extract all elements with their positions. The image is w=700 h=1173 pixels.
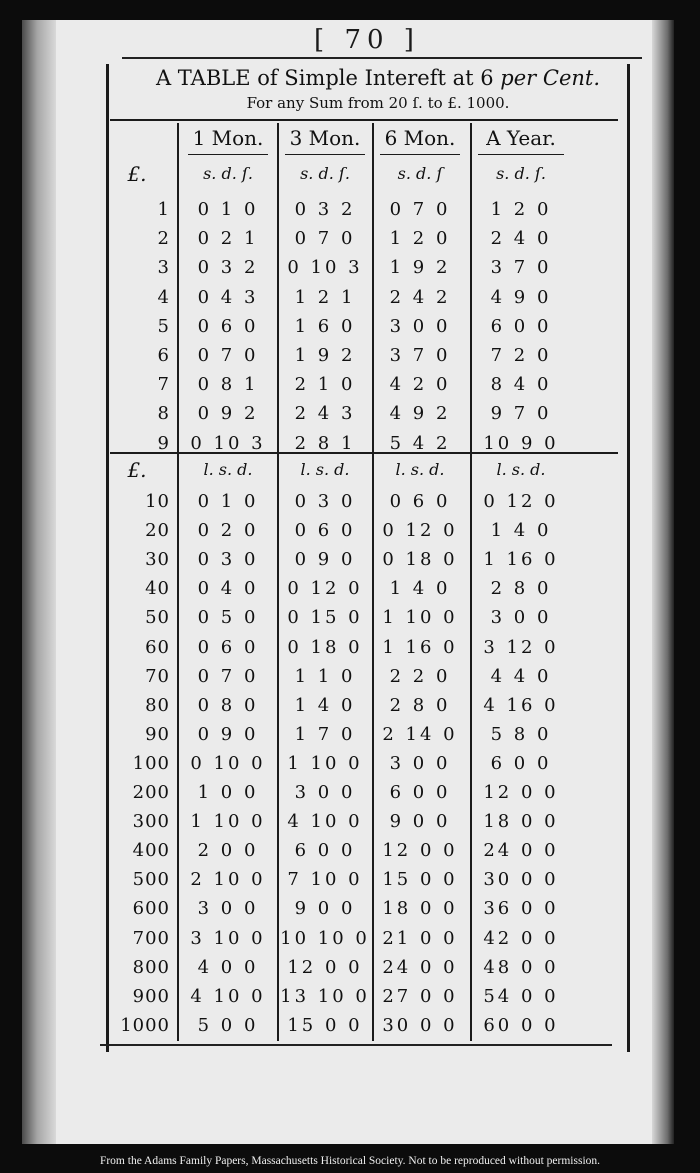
table-cell: 2 8 1 [294, 433, 356, 454]
table-cell: 2 2 0 [389, 666, 451, 687]
table-cell: 4 0 0 [197, 957, 259, 978]
table-cell: 0 7 0 [294, 228, 356, 249]
table-cell: 1 10 0 [287, 753, 363, 774]
table-row-sum: 8 [157, 403, 170, 424]
period-header: 6 Mon. [384, 126, 456, 150]
table-cell: 6 0 0 [490, 316, 552, 337]
table-cell: 0 9 0 [197, 724, 259, 745]
table-cell: 1 1 0 [294, 666, 356, 687]
period-header-rule [188, 154, 268, 155]
table-cell: 4 10 0 [287, 811, 363, 832]
table-row-sum: 500 [132, 869, 170, 890]
table-cell: 6 0 0 [294, 840, 356, 861]
table-row-sum: 7 [157, 374, 170, 395]
table-row-sum: 4 [157, 287, 170, 308]
table-row-sum: 700 [132, 928, 170, 949]
table-cell: 36 0 0 [483, 898, 559, 919]
table-cell: 3 0 0 [389, 753, 451, 774]
table-cell: 48 0 0 [483, 957, 559, 978]
table-cell: 3 0 0 [389, 316, 451, 337]
period-header-rule [285, 154, 365, 155]
table-cell: 2 4 0 [490, 228, 552, 249]
table-cell: 4 16 0 [483, 695, 559, 716]
table-row-sum: 9 [157, 433, 170, 454]
table-cell: 0 10 3 [190, 433, 266, 454]
table-cell: 2 4 3 [294, 403, 356, 424]
table-cell: 30 0 0 [483, 869, 559, 890]
table-row-sum: 50 [145, 607, 170, 628]
table-row-sum: 80 [145, 695, 170, 716]
table-cell: 30 0 0 [382, 1015, 458, 1036]
table-cell: 21 0 0 [382, 928, 458, 949]
table-cell: 3 7 0 [490, 257, 552, 278]
bottom-rule [100, 1044, 612, 1046]
table-cell: 0 9 2 [197, 403, 259, 424]
table-row-sum: 100 [132, 753, 170, 774]
period-header-rule [380, 154, 460, 155]
book-spine [22, 20, 56, 1144]
table-cell: 1 4 0 [294, 695, 356, 716]
table-row-sum: 60 [145, 637, 170, 658]
upper-unit-label: s. d. ſ. [300, 164, 350, 183]
table-cell: 18 0 0 [382, 898, 458, 919]
table-cell: 0 12 0 [483, 491, 559, 512]
table-cell: 1 10 0 [382, 607, 458, 628]
table-cell: 0 18 0 [287, 637, 363, 658]
table-cell: 4 2 0 [389, 374, 451, 395]
table-cell: 0 8 0 [197, 695, 259, 716]
table-cell: 0 5 0 [197, 607, 259, 628]
table-row-sum: 900 [132, 986, 170, 1007]
table-cell: 0 12 0 [382, 520, 458, 541]
column-rule [177, 123, 179, 1041]
table-cell: 2 8 0 [490, 578, 552, 599]
table-cell: 0 1 0 [197, 491, 259, 512]
table-cell: 60 0 0 [483, 1015, 559, 1036]
table-cell: 0 3 2 [197, 257, 259, 278]
table-cell: 1 16 0 [382, 637, 458, 658]
table-row-sum: 20 [145, 520, 170, 541]
table-row-sum: 2 [157, 228, 170, 249]
table-cell: 8 4 0 [490, 374, 552, 395]
period-header: A Year. [486, 126, 556, 150]
table-cell: 0 7 0 [389, 199, 451, 220]
lower-unit-label: l. s. d. [300, 460, 350, 479]
page-number: [ 70 ] [314, 25, 420, 55]
table-cell: 2 1 0 [294, 374, 356, 395]
table-cell: 4 4 0 [490, 666, 552, 687]
copyright-footer: From the Adams Family Papers, Massachusetts Historical Society. Not to be reproduced without permission. [99, 1155, 601, 1167]
table-cell: 24 0 0 [483, 840, 559, 861]
table-row-sum: 800 [132, 957, 170, 978]
table-cell: 0 6 0 [294, 520, 356, 541]
table-cell: 0 2 1 [197, 228, 259, 249]
page-edge-shadow [652, 20, 674, 1144]
upper-key-label: £. [127, 162, 147, 186]
table-cell: 3 0 0 [197, 898, 259, 919]
table-cell: 0 18 0 [382, 549, 458, 570]
table-cell: 10 10 0 [280, 928, 370, 949]
table-cell: 1 2 0 [389, 228, 451, 249]
period-header-rule [478, 154, 564, 155]
table-cell: 2 8 0 [389, 695, 451, 716]
table-cell: 0 10 0 [190, 753, 266, 774]
period-header: 1 Mon. [192, 126, 264, 150]
table-cell: 6 0 0 [389, 782, 451, 803]
table-cell: 3 10 0 [190, 928, 266, 949]
table-cell: 15 0 0 [382, 869, 458, 890]
table-cell: 27 0 0 [382, 986, 458, 1007]
table-cell: 0 4 3 [197, 287, 259, 308]
table-cell: 10 9 0 [483, 433, 559, 454]
table-cell: 13 10 0 [280, 986, 370, 1007]
table-cell: 0 6 0 [389, 491, 451, 512]
header-rule [122, 57, 642, 59]
table-row-sum: 1000 [120, 1015, 170, 1036]
table-cell: 1 9 2 [389, 257, 451, 278]
table-row-sum: 90 [145, 724, 170, 745]
table-cell: 1 6 0 [294, 316, 356, 337]
table-cell: 0 7 0 [197, 666, 259, 687]
table-cell: 12 0 0 [287, 957, 363, 978]
table-row-sum: 40 [145, 578, 170, 599]
table-cell: 2 10 0 [190, 869, 266, 890]
table-cell: 1 2 0 [490, 199, 552, 220]
table-cell: 0 1 0 [197, 199, 259, 220]
table-cell: 1 4 0 [490, 520, 552, 541]
table-cell: 5 8 0 [490, 724, 552, 745]
table-row-sum: 70 [145, 666, 170, 687]
table-cell: 9 0 0 [389, 811, 451, 832]
table-cell: 0 10 3 [287, 257, 363, 278]
title-text: A TABLE of Simple Intereft at 6 [155, 66, 501, 90]
table-cell: 1 7 0 [294, 724, 356, 745]
upper-unit-label: s. d. ſ. [496, 164, 546, 183]
table-cell: 4 9 2 [389, 403, 451, 424]
table-cell: 1 16 0 [483, 549, 559, 570]
table-cell: 1 10 0 [190, 811, 266, 832]
table-cell: 15 0 0 [287, 1015, 363, 1036]
upper-unit-label: s. d. ſ. [203, 164, 253, 183]
table-cell: 2 0 0 [197, 840, 259, 861]
table-subtitle: For any Sum from 20 ſ. to £. 1000. [246, 94, 510, 112]
table-cell: 0 8 1 [197, 374, 259, 395]
table-row-sum: 600 [132, 898, 170, 919]
table-cell: 12 0 0 [382, 840, 458, 861]
table-cell: 4 9 0 [490, 287, 552, 308]
table-cell: 2 4 2 [389, 287, 451, 308]
table-cell: 0 12 0 [287, 578, 363, 599]
table-cell: 1 4 0 [389, 578, 451, 599]
table-cell: 7 2 0 [490, 345, 552, 366]
table-row-sum: 6 [157, 345, 170, 366]
table-cell: 5 4 2 [389, 433, 451, 454]
lower-key-label: £. [127, 458, 147, 482]
table-cell: 0 6 0 [197, 316, 259, 337]
title-italic: per Cent. [500, 66, 601, 90]
table-cell: 9 0 0 [294, 898, 356, 919]
table-cell: 54 0 0 [483, 986, 559, 1007]
table-cell: 24 0 0 [382, 957, 458, 978]
table-cell: 18 0 0 [483, 811, 559, 832]
table-row-sum: 300 [132, 811, 170, 832]
table-cell: 0 9 0 [294, 549, 356, 570]
table-cell: 0 4 0 [197, 578, 259, 599]
period-header: 3 Mon. [289, 126, 361, 150]
table-cell: 1 0 0 [197, 782, 259, 803]
table-cell: 0 15 0 [287, 607, 363, 628]
table-cell: 0 6 0 [197, 637, 259, 658]
table-cell: 3 7 0 [389, 345, 451, 366]
table-row-sum: 5 [157, 316, 170, 337]
table-top-rule [110, 119, 618, 121]
table-cell: 0 7 0 [197, 345, 259, 366]
lower-unit-label: l. s. d. [395, 460, 445, 479]
table-cell: 3 12 0 [483, 637, 559, 658]
upper-unit-label: s. d. ſ [397, 164, 443, 183]
table-cell: 0 3 0 [294, 491, 356, 512]
table-cell: 9 7 0 [490, 403, 552, 424]
table-cell: 42 0 0 [483, 928, 559, 949]
table-cell: 2 14 0 [382, 724, 458, 745]
table-cell: 0 3 2 [294, 199, 356, 220]
table-row-sum: 30 [145, 549, 170, 570]
table-cell: 0 2 0 [197, 520, 259, 541]
lower-unit-label: l. s. d. [496, 460, 546, 479]
table-row-sum: 3 [157, 257, 170, 278]
lower-unit-label: l. s. d. [203, 460, 253, 479]
table-cell: 3 0 0 [490, 607, 552, 628]
table-row-sum: 400 [132, 840, 170, 861]
table-cell: 7 10 0 [287, 869, 363, 890]
table-cell: 5 0 0 [197, 1015, 259, 1036]
table-row-sum: 10 [145, 491, 170, 512]
table-cell: 6 0 0 [490, 753, 552, 774]
table-cell: 3 0 0 [294, 782, 356, 803]
table-row-sum: 1 [157, 199, 170, 220]
table-cell: 4 10 0 [190, 986, 266, 1007]
table-cell: 1 2 1 [294, 287, 356, 308]
table-cell: 1 9 2 [294, 345, 356, 366]
table-cell: 0 3 0 [197, 549, 259, 570]
table-cell: 12 0 0 [483, 782, 559, 803]
book-page [22, 20, 674, 1144]
table-row-sum: 200 [132, 782, 170, 803]
